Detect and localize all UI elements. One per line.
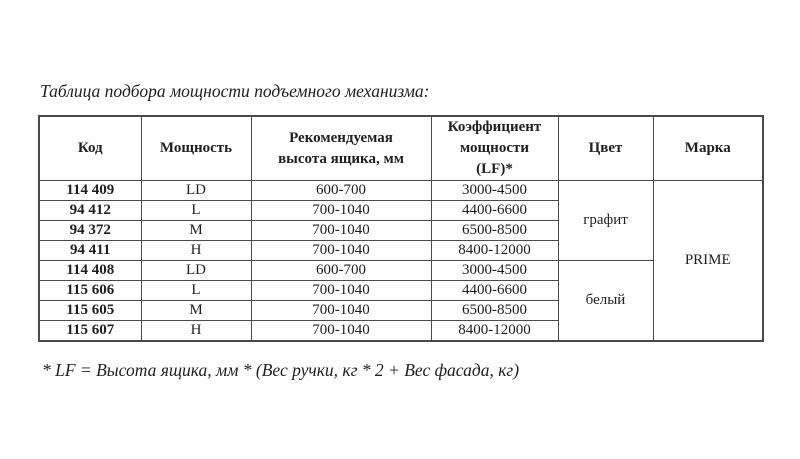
header-row: [39, 116, 763, 181]
cell-code: 115 606: [39, 281, 141, 301]
color-group-cell-graphite: графит: [558, 181, 653, 261]
col-header-lf: Коэффициент мощности (LF)*: [431, 116, 558, 181]
cell-code: 114 408: [39, 261, 141, 281]
col-header-height: Рекомендуемая высота ящика, мм: [251, 116, 431, 181]
cell-power: M: [141, 221, 251, 241]
cell-height: 700-1040: [251, 201, 431, 221]
cell-power: M: [141, 301, 251, 321]
brand-cell: PRIME: [653, 181, 763, 342]
lf-formula-footnote: * LF = Высота ящика, мм * (Вес ручки, кг * 2 + Вес фасада, кг): [42, 360, 520, 380]
cell-height: 700-1040: [251, 241, 431, 261]
power-selection-table: [38, 115, 764, 342]
cell-power: H: [141, 321, 251, 342]
cell-code: 115 605: [39, 301, 141, 321]
cell-height: 600-700: [251, 181, 431, 201]
cell-power: LD: [141, 261, 251, 281]
cell-code: 94 372: [39, 221, 141, 241]
cell-code: 94 411: [39, 241, 141, 261]
color-group-cell-white: белый: [558, 261, 653, 342]
cell-power: LD: [141, 181, 251, 201]
cell-height: 600-700: [251, 261, 431, 281]
cell-code: 114 409: [39, 181, 141, 201]
cell-lf: 8400-12000: [431, 321, 558, 342]
cell-height: 700-1040: [251, 221, 431, 241]
page-title: Таблица подбора мощности подъемного механизма:: [40, 81, 430, 101]
cell-power: L: [141, 201, 251, 221]
cell-lf: 4400-6600: [431, 281, 558, 301]
cell-lf: 3000-4500: [431, 261, 558, 281]
col-header-color: Цвет: [558, 116, 653, 181]
cell-height: 700-1040: [251, 321, 431, 342]
col-header-brand: Марка: [653, 116, 763, 181]
cell-code: 94 412: [39, 201, 141, 221]
cell-lf: 6500-8500: [431, 221, 558, 241]
col-header-code: Код: [39, 116, 141, 181]
cell-lf: 4400-6600: [431, 201, 558, 221]
cell-lf: 8400-12000: [431, 241, 558, 261]
cell-power: H: [141, 241, 251, 261]
cell-lf: 6500-8500: [431, 301, 558, 321]
table-row: [39, 181, 763, 201]
cell-lf: 3000-4500: [431, 181, 558, 201]
cell-power: L: [141, 281, 251, 301]
cell-code: 115 607: [39, 321, 141, 342]
col-header-power: Мощность: [141, 116, 251, 181]
cell-height: 700-1040: [251, 281, 431, 301]
cell-height: 700-1040: [251, 301, 431, 321]
